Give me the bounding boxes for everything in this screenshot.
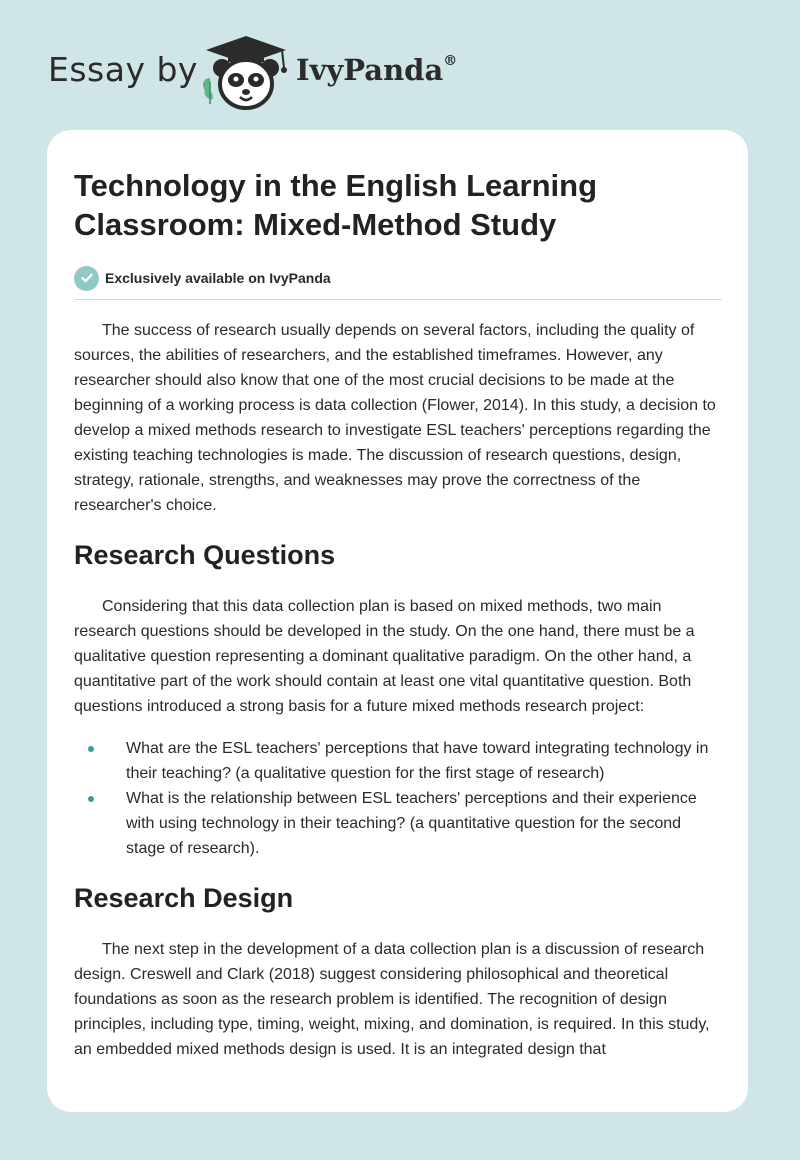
list-item-text: What are the ESL teachers' perceptions that have toward integrating technology in their teaching? (a qualitative question for the first stage of research) — [126, 740, 709, 782]
bullet-icon — [88, 796, 94, 802]
page-title: Technology in the English Learning Classroom: Mixed-Method Study — [74, 168, 598, 242]
section-heading-research-design: Research Design — [74, 883, 294, 913]
section-heading-research-questions: Research Questions — [74, 540, 336, 570]
list-item-text: What is the relationship between ESL teachers' perceptions and their experience with using technology in their teaching? (a quantitative question for the second stage of research). — [126, 790, 697, 857]
check-circle-icon — [74, 266, 99, 291]
essay-content — [74, 166, 722, 1062]
bullet-icon — [88, 746, 94, 752]
intro-paragraph: The success of research usually depends on several factors, including the quality of sources, the abilities of researchers, and the established timeframes. However, any researcher should also know that one of the most crucial decisions to be made at the beginning of a working process is data collection (Flower, 2014). In this study, a decision to develop a mixed methods research to investigate ESL teachers' perceptions regarding the existing teaching technologies is made. The discussion of research questions, design, strategy, rationale, strengths, and weaknesses may prove the correctness of the researcher's choice. — [74, 322, 716, 514]
essay-card — [47, 130, 748, 1112]
exclusive-badge — [74, 265, 722, 291]
research-design-paragraph: The next step in the development of a data collection plan is a discussion of research design. Creswell and Clark (2018) suggest considering philosophical and theoretical foundations as soon as the research problem is identified. The recognition of design principles, including type, timing, weight, mixing, and domination, is required. In this study, an embedded mixed methods design is used. It is an integrated design that — [74, 941, 710, 1058]
divider — [74, 299, 722, 300]
panda-graduate-icon[interactable] — [198, 34, 294, 112]
list-item — [74, 736, 722, 786]
list-item — [74, 786, 722, 861]
research-questions-paragraph: Considering that this data collection plan is based on mixed methods, two main research questions should be developed in the study. On the one hand, there must be a qualitative question representing a dominant qualitative paradigm. On the other hand, a quantitative part of the work should contain at least one vital quantitative question. Both questions introduced a strong basis for a future mixed methods research project: — [74, 598, 695, 715]
site-header — [0, 0, 800, 130]
exclusive-label: Exclusively available on IvyPanda — [105, 270, 331, 286]
brand-name[interactable]: IvyPanda® — [296, 53, 458, 87]
research-questions-list — [74, 736, 722, 861]
essay-by-label: Essay by — [48, 50, 198, 89]
